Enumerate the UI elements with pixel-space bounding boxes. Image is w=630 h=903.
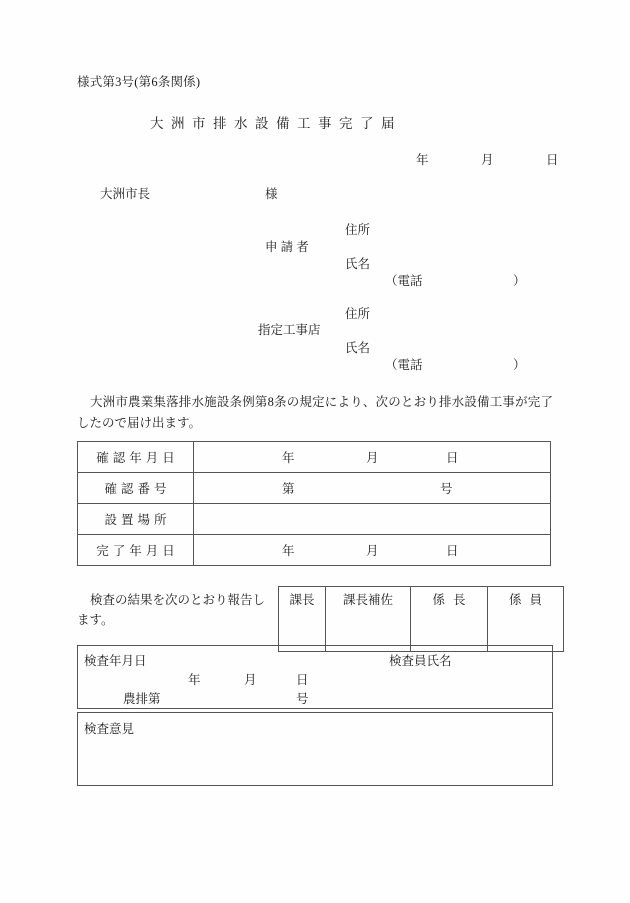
stamp-cell-staff[interactable]: 係員 (488, 587, 564, 652)
inspection-day-marker: 日 (296, 673, 309, 687)
stamp-cell-group-leader[interactable]: 係長 (411, 587, 488, 652)
applicant-tel-close: ） (513, 274, 526, 288)
table-row (78, 442, 551, 473)
row-label-confirm-date: 確認年月日 (78, 442, 194, 473)
row-value-confirm-number[interactable] (194, 473, 551, 504)
inspection-record-box[interactable] (77, 645, 553, 709)
applicant-address-label: 住所 (345, 223, 371, 237)
inspection-document-number-suffix: 号 (296, 692, 309, 706)
day-marker: 日 (446, 451, 459, 465)
contractor-address-label: 住所 (345, 307, 371, 321)
row-label-completion-date: 完了年月日 (78, 535, 194, 566)
document-title: 大洲市排水設備工事完了届 (150, 116, 402, 131)
row-value-completion-date[interactable] (194, 535, 551, 566)
number-suffix-marker: 号 (440, 482, 453, 496)
inspection-opinion-label: 検査意見 (84, 722, 135, 736)
month-marker: 月 (366, 544, 379, 558)
inspector-name-label: 検査員氏名 (389, 654, 452, 668)
addressee-honorific: 様 (265, 187, 278, 201)
approval-stamp-grid (278, 586, 564, 652)
row-label-confirm-number: 確認番号 (78, 473, 194, 504)
contractor-name-label: 氏名 (345, 341, 371, 355)
table-row (78, 535, 551, 566)
inspection-opinion-box[interactable] (77, 712, 553, 786)
year-marker: 年 (282, 451, 295, 465)
stamp-cell-section-chief[interactable]: 課長 (279, 587, 326, 652)
inspection-month-marker: 月 (244, 673, 257, 687)
inspection-year-marker: 年 (188, 673, 201, 687)
row-value-confirm-date[interactable] (194, 442, 551, 473)
declaration-paragraph: 大洲市農業集落排水施設条例第8条の規定により、次のとおり排水設備工事が完了したので届け出ます。 (77, 395, 553, 430)
contractor-label: 指定工事店 (258, 323, 321, 337)
form-number: 様式第3号(第6条関係) (77, 75, 201, 89)
year-marker: 年 (282, 544, 295, 558)
table-row (279, 587, 564, 652)
applicant-label: 申 請 者 (265, 240, 309, 254)
applicant-tel-label: （電話 (385, 274, 423, 288)
month-marker: 月 (366, 451, 379, 465)
inspection-date-label: 検査年月日 (84, 654, 147, 668)
row-value-install-location[interactable] (194, 504, 551, 535)
contractor-tel-label: （電話 (385, 358, 423, 372)
day-marker: 日 (446, 544, 459, 558)
stamp-cell-deputy-section-chief[interactable]: 課長補佐 (326, 587, 411, 652)
applicant-name-label: 氏名 (345, 257, 371, 271)
construction-info-table (77, 441, 551, 566)
addressee-recipient: 大洲市長 (100, 187, 151, 201)
contractor-tel-close: ） (513, 358, 526, 372)
table-row (78, 473, 551, 504)
inspection-report-block (77, 586, 551, 646)
inspection-document-number-label: 農排第 (123, 692, 161, 706)
row-label-install-location: 設置場所 (78, 504, 194, 535)
number-prefix-marker: 第 (282, 482, 295, 496)
table-row (78, 504, 551, 535)
submission-date-line: 年 月 日 (416, 153, 579, 167)
inspection-report-text: 検査の結果を次のとおり報告します。 (77, 593, 266, 627)
